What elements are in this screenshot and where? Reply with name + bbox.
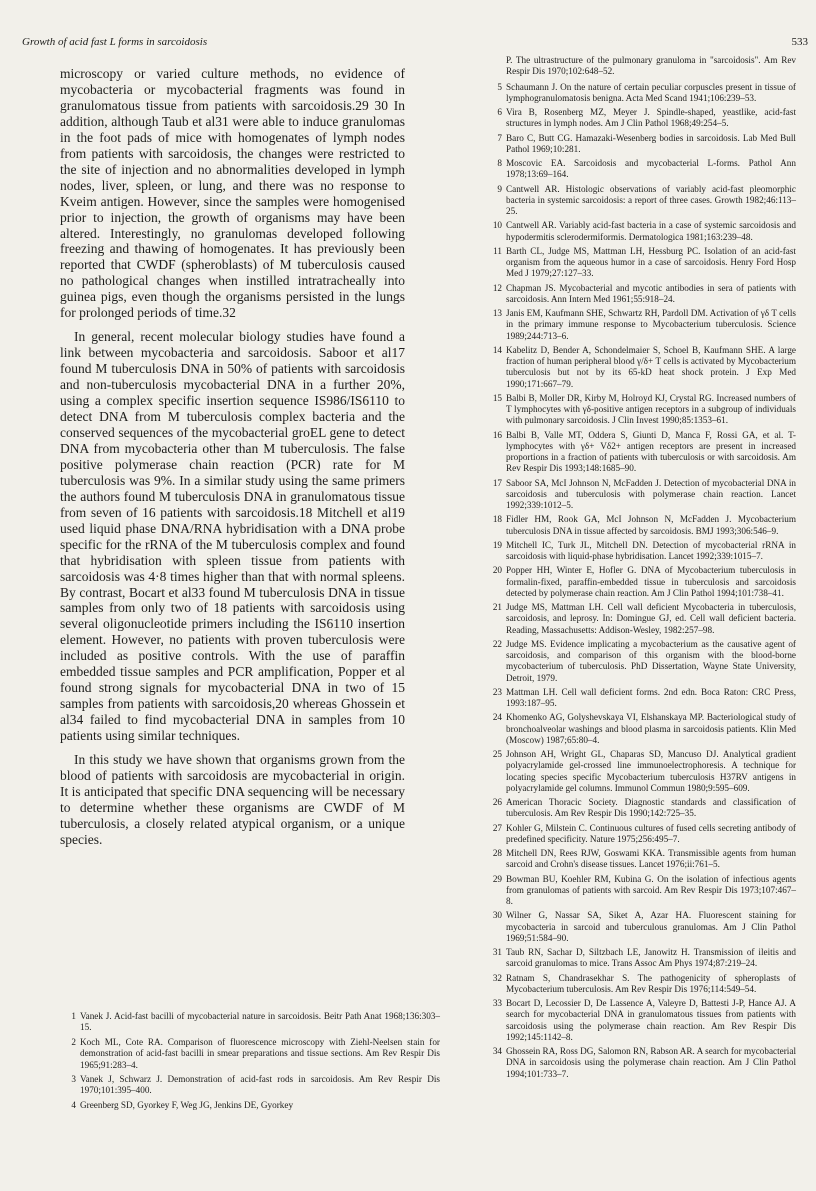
reference-item [486, 107, 796, 130]
reference-number: 7 [497, 132, 502, 143]
reference-number: 33 [492, 998, 502, 1008]
reference-item [486, 283, 796, 306]
running-head [22, 36, 808, 52]
reference-item [486, 430, 796, 475]
reference-number: 19 [492, 539, 502, 550]
reference-number: 23 [492, 686, 502, 697]
reference-item [486, 246, 796, 280]
reference-items-right [486, 82, 796, 1080]
reference-number: 17 [492, 477, 502, 488]
reference-number: 31 [492, 947, 502, 957]
reference-item [486, 973, 796, 996]
reference-item [486, 82, 796, 105]
reference-text: Mitchell IC, Turk JL, Mitchell DN. Detection of mycobacterial rRNA in sarcoidosis with liquid-phase hybridisation. Lancet 1992;339:1015–7. [506, 539, 796, 561]
reference-item [486, 712, 796, 746]
reference-item [486, 910, 796, 944]
reference-item [486, 797, 796, 820]
reference-number: 28 [492, 848, 502, 858]
reference-item [486, 393, 796, 427]
reference-item [486, 345, 796, 390]
reference-number: 11 [493, 245, 502, 256]
reference-number: 24 [492, 712, 502, 723]
reference-text: Greenberg SD, Gyorkey F, Weg JG, Jenkins DE, Gyorkey [80, 1099, 294, 1110]
reference-text: Judge MS. Evidence implicating a mycobacterium as the causative agent of sarcoidosis, and comparison of this organism with the blood-borne mycobacterium of tuberculosis. PhD Dissertation, Wayne State University, Detroit, 1979. [506, 638, 796, 683]
reference-number: 1 [71, 1011, 76, 1021]
reference-item [486, 874, 796, 908]
reference-number: 30 [492, 910, 502, 921]
reference-number: 10 [492, 220, 502, 231]
reference-number: 18 [492, 514, 502, 525]
reference-text: Wilner G, Nassar SA, Siket A, Azar HA. Fluorescent staining for mycobacteria in sarcoid and tuberculous granulomas. Am J Clin Pathol 1969;51:584–90. [506, 910, 796, 943]
reference-item [60, 1100, 440, 1111]
reference-text: Schaumann J. On the nature of certain peculiar corpuscles present in tissue of lymphogranulomatosis benigna. Acta Med Scand 1941;106:239–53. [506, 81, 796, 103]
reference-text: Judge MS, Mattman LH. Cell wall deficient Mycobacteria in tuberculosis, sarcoidosis, and leprosy. In: Domingue GJ, ed. Cell wall deficient bacteria. Reading, Massachusetts: Addison-Wesley, 1982:257–98. [506, 602, 796, 635]
body-paragraph: microscopy or varied culture methods, no evidence of mycobacteria or mycobacterial fragments was found in granulomatous tissue from patients with sarcoidosis.29 30 In addition, although Taub et al31 were able to induce granulomas in the foot pads of mice with homogenates of lymph nodes from patients with sarcoidosis, the changes were restricted to the site of injection and no abnormalities developed in lymph nodes, liver, spleen, or lung, and there was no response to Kveim antigen. However, since the samples were homogenised prior to injection, the growth of organisms may have been altered. Interestingly, no granulomas developed following freezing and thawing of homogenates. It has previously been reported that CWDF (spheroblasts) of M tuberculosis caused no pathological changes when instilled intratracheally into guinea pigs, even though the organisms persisted in the lungs for prolonged periods of time.32 [60, 66, 405, 321]
reference-item [486, 998, 796, 1043]
reference-item [60, 1074, 440, 1097]
reference-item [60, 1011, 440, 1034]
reference-item [486, 158, 796, 181]
reference-text: Johnson AH, Wright GL, Chaparas SD, Mancuso DJ. Analytical gradient polyacrylamide gel-crossed line immunoelectrophoresis. A technique for locating species specific Mycobacterium tuberculosis H37RV antigens in polyacrylamide gel columns. Immunol Commun 1980;9:595–609. [506, 749, 796, 793]
reference-number: 9 [497, 183, 502, 194]
body-text-column [60, 66, 405, 856]
reference-text: Bowman BU, Koehler RM, Kubina G. On the isolation of infectious agents from granulomas of patients with sarcoid. Am Rev Respir Dis 1973;107:467–8. [506, 873, 796, 906]
body-paragraph: In this study we have shown that organisms grown from the blood of patients with sarcoidosis are mycobacterial in origin. It is anticipated that specific DNA sequencing will be necessary to determine whether these organisms are CWDF of M tuberculosis, a closely related atypical organism, or a unique species. [60, 752, 405, 847]
reference-number: 14 [492, 344, 502, 355]
reference-number: 12 [492, 282, 502, 293]
page-number: 533 [791, 36, 808, 48]
reference-list-left [60, 1011, 440, 1114]
reference-number: 6 [497, 107, 502, 117]
reference-item [486, 687, 796, 710]
reference-number: 22 [492, 638, 502, 649]
reference-number: 5 [497, 81, 502, 92]
reference-item [486, 478, 796, 512]
reference-number: 8 [497, 158, 502, 168]
reference-text: Bocart D, Lecossier D, De Lassence A, Valeyre D, Battesti J-P, Hance AJ. A search for mycobacterial DNA in granulomatous tissues from patients with sarcoidosis using the polymerase chain reaction. Am Rev Respir Dis 1992;145:1142–8. [506, 998, 796, 1042]
reference-number: 15 [492, 392, 502, 403]
reference-text: Vira B, Rosenberg MZ, Meyer J. Spindle-shaped, yeastlike, acid-fast structures in lymph nodes. Am J Clin Pathol 1968;49:254–5. [506, 107, 796, 129]
reference-text: Fidler HM, Rook GA, McI Johnson N, McFadden J. Mycobacterium tuberculosis DNA in tissue affected by sarcoidosis. BMJ 1993;306:546–9. [506, 514, 796, 536]
reference-item [486, 602, 796, 636]
reference-number: 26 [492, 797, 502, 807]
reference-text: American Thoracic Society. Diagnostic standards and classification of tuberculosis. Am Rev Respir Dis 1990;142:725–35. [506, 797, 796, 819]
reference-item [486, 639, 796, 684]
reference-text: Janis EM, Kaufmann SHE, Schwartz RH, Pardoll DM. Activation of γδ T cells in the primary immune response to Mycobacterium tuberculosis. Science 1989;244:713–6. [506, 308, 796, 341]
reference-number: 34 [492, 1046, 502, 1056]
reference-text: Balbi B, Moller DR, Kirby M, Holroyd KJ, Crystal RG. Increased numbers of T lymphocytes with γδ-positive antigen receptors in a subgroup of individuals with pulmonary sarcoidosis. J Clin Invest 1990;85:1353–61. [506, 392, 796, 426]
reference-text: Koch ML, Cote RA. Comparison of fluorescence microscopy with Ziehl-Neelsen stain for demonstration of acid-fast bacilli in smear preparations and tissue sections. Am Rev Respir Dis 1965;91:283–4. [80, 1036, 440, 1070]
reference-number: 3 [71, 1074, 76, 1085]
reference-number: 29 [492, 873, 502, 884]
reference-item [60, 1037, 440, 1071]
reference-item [486, 133, 796, 156]
reference-text: Taub RN, Sachar D, Siltzbach LE, Janowitz H. Transmission of ileitis and sarcoid granulomas to mice. Trans Assoc Am Phys 1974;87:219–24. [506, 947, 796, 969]
reference-continuation: P. The ultrastructure of the pulmonary granuloma in "sarcoidosis". Am Rev Respir Dis 1970;102:648–52. [506, 55, 796, 77]
reference-number: 21 [492, 602, 502, 612]
reference-number: 2 [71, 1036, 76, 1047]
reference-text: Popper HH, Winter E, Hofler G. DNA of Mycobacterium tuberculosis in formalin-fixed, paraffin-embedded tissue in tuberculosis and sarcoidosis detected by polymerase chain reaction. Am J Clin Pathol 1994;101:738–41. [506, 565, 796, 598]
reference-number: 20 [492, 565, 502, 576]
reference-item [486, 565, 796, 599]
reference-text: Vanek J, Schwarz J. Demonstration of acid-fast rods in sarcoidosis. Am Rev Respir Dis 1970;101:395–400. [80, 1074, 440, 1096]
reference-text: Saboor SA, McI Johnson N, McFadden J. Detection of mycobacterial DNA in sarcoidosis and tuberculosis with polymerase chain reaction. Lancet 1992;339:1012–5. [506, 477, 796, 510]
reference-text: Barth CL, Judge MS, Mattman LH, Hessburg PC. Isolation of an acid-fast organism from the aqueous humor in a case of sarcoidosis. Henry Ford Hosp Med J 1979;27:127–33. [506, 245, 796, 279]
reference-item [486, 823, 796, 846]
reference-list-right [486, 55, 796, 1083]
reference-item [486, 220, 796, 243]
reference-item [486, 540, 796, 563]
reference-text: Khomenko AG, Golyshevskaya VI, Elshanskaya MP. Bacteriological study of bronchoalveolar washings and blood plasma in sarcoidosis patients. Klin Med (Moscow) 1987;65:80–4. [506, 712, 796, 745]
reference-text: Mitchell DN, Rees RJW, Goswami KKA. Transmissible agents from human sarcoid and Crohn's disease tissues. Lancet 1976;ii:761–5. [506, 848, 796, 870]
reference-text: Baro C, Butt CG. Hamazaki-Wesenberg bodies in sarcoidosis. Lab Med Bull Pathol 1969;10:281. [506, 132, 796, 154]
reference-number: 27 [492, 822, 502, 833]
reference-item [486, 184, 796, 218]
reference-item [486, 947, 796, 970]
reference-text: Vanek J. Acid-fast bacilli of mycobacterial nature in sarcoidosis. Beitr Path Anat 1968;136:303–15. [80, 1011, 440, 1033]
reference-number: 4 [71, 1099, 76, 1110]
reference-text: Balbi B, Valle MT, Oddera S, Giunti D, Manca F, Rossi GA, et al. T-lymphocytes with γδ+ Vδ2+ antigen receptors are present in increased proportions in a fraction of patients with tuberculosis or with sarcoidosis. Am Rev Respir Dis 1993;148:1685–90. [506, 429, 796, 474]
reference-text: Chapman JS. Mycobacterial and mycotic antibodies in sera of patients with sarcoidosis. Ann Intern Med 1961;55:918–24. [506, 282, 796, 304]
reference-text: Moscovic EA. Sarcoidosis and mycobacterial L-forms. Pathol Ann 1978;13:69–164. [506, 158, 796, 180]
reference-text: Kohler G, Milstein C. Continuous cultures of fused cells secreting antibody of predefined specificity. Nature 1975;256:495–7. [506, 822, 796, 844]
reference-text: Mattman LH. Cell wall deficient forms. 2nd edn. Boca Raton: CRC Press, 1993:187–95. [506, 686, 796, 708]
reference-text: Kabelitz D, Bender A, Schondelmaier S, Schoel B, Kaufmann SHE. A large fraction of human peripheral blood γ/δ+ T cells is activated by Mycobacterium tuberculosis but not by its 65-kD heat shock protein. J Exp Med 1990;171:667–79. [506, 344, 796, 389]
reference-item [486, 749, 796, 794]
reference-text: Ghossein RA, Ross DG, Salomon RN, Rabson AR. A search for mycobacterial DNA in sarcoidosis using the polymerase chain reaction. Am J Clin Pathol 1994;101:733–7. [506, 1046, 796, 1079]
reference-number: 13 [492, 308, 502, 318]
body-paragraph: In general, recent molecular biology studies have found a link between mycobacteria and sarcoidosis. Saboor et al17 found M tuberculosis DNA in 50% of patients with sarcoidosis and non-tuberculosis mycobacterial DNA in a further 20%, using a complex specific insertion sequence IS986/IS6110 to detect DNA from M tuberculosis complex bacteria and the conserved sequences of the mycobacterial groEL gene to detect DNA from mycobacteria other than M tuberculosis. The false positive polymerase chain reaction (PCR) rate for M tuberculosis was 9%. In a similar study using the same primers the authors found M tuberculosis DNA in granulomatous tissue from seven of 16 patients with sarcoidosis.18 Mitchell et al19 used liquid phase DNA/RNA hybridisation with a DNA probe specific for the rRNA of the M tuberculosis complex and found that hybridisation with spleen tissue from patients with sarcoidosis was 4·8 times higher than that with normal spleens. By contrast, Bocart et al33 found M tuberculosis DNA in tissue samples from only two of 18 patients with sarcoidosis using several oligonucleotide primers including the IS6110 insertion element. However, no patients with proven tuberculosis were included as positive controls. With the use of paraffin embedded tissue samples and PCR amplification, Popper et al found strong signals for mycobacterial DNA in two of 15 samples from patients with sarcoidosis,20 whereas Ghossein et al34 failed to find mycobacterial DNA in samples from 10 patients using similar techniques. [60, 329, 405, 744]
reference-text: Ratnam S, Chandrasekhar S. The pathogenicity of spheroplasts of Mycobacterium tuberculosis. Am Rev Respir Dis 1976;114:549–54. [506, 972, 796, 994]
reference-item [486, 1046, 796, 1080]
reference-number: 32 [492, 972, 502, 983]
reference-item [486, 848, 796, 871]
running-head-title: Growth of acid fast L forms in sarcoidosis [22, 36, 208, 48]
reference-item [486, 514, 796, 537]
reference-number: 16 [492, 429, 502, 440]
reference-number: 25 [492, 749, 502, 759]
reference-text: Cantwell AR. Histologic observations of variably acid-fast pleomorphic bacteria in systemic sarcoidosis: a report of three cases. Growth 1982;46:113–25. [506, 183, 796, 216]
reference-text: Cantwell AR. Variably acid-fast bacteria in a case of systemic sarcoidosis and hypodermitis sclerodermiformis. Dermatologica 1981;163:239–48. [506, 220, 796, 242]
reference-item [486, 308, 796, 342]
